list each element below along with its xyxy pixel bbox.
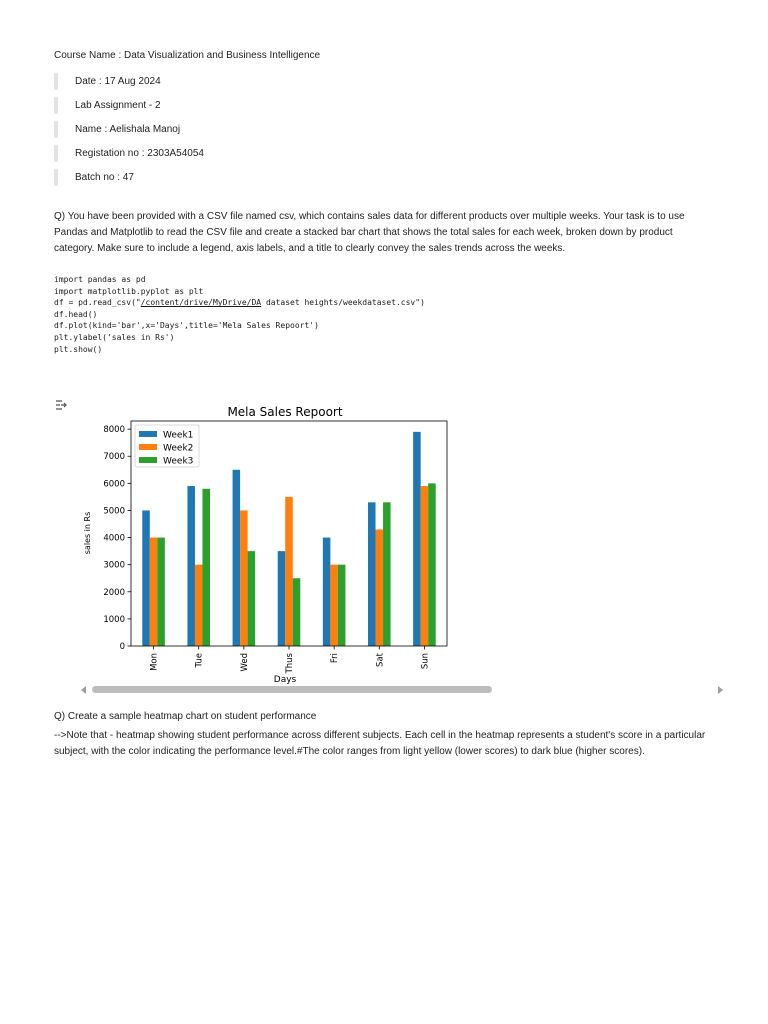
bar-chart xyxy=(76,400,456,690)
bar-week3-thus xyxy=(293,578,301,646)
legend-label: Week2 xyxy=(163,443,194,454)
y-tick-label: 1000 xyxy=(103,614,125,625)
meta-batch: Batch no : 47 xyxy=(54,169,354,186)
bar-week2-wed xyxy=(240,510,248,646)
legend-swatch xyxy=(139,457,157,463)
question-1: Q) You have been provided with a CSV file named csv, which contains sales data for different products over multiple weeks. Your task is to use Pandas and Matplotlib to read the CSV file and create a stacked bar chart that shows the total sales for each week, broken down by product category. Make sure to include a legend, axis labels, and a title to clearly convey the sales trends across the weeks. xyxy=(54,211,685,254)
code-line: plt.ylabel('sales in Rs') xyxy=(54,332,175,342)
bar-week1-fri xyxy=(323,538,331,646)
bar-week1-mon xyxy=(142,510,150,646)
meta-assignment: Lab Assignment - 2 xyxy=(54,97,354,114)
bar-week3-wed xyxy=(248,551,256,646)
bar-week2-tue xyxy=(195,565,203,646)
bar-week1-thus xyxy=(278,551,286,646)
meta-registration: Registation no : 2303A54054 xyxy=(54,145,354,162)
y-tick-label: 4000 xyxy=(103,533,125,544)
bar-week2-thus xyxy=(285,497,293,646)
y-tick-label: 2000 xyxy=(103,587,125,598)
code-line: import matplotlib.pyplot as plt xyxy=(54,286,204,296)
file-path: /content/drive/MyDrive/DA xyxy=(140,298,262,308)
bar-week3-tue xyxy=(202,489,210,646)
y-tick-label: 0 xyxy=(119,642,125,652)
x-tick-label: Sun xyxy=(420,653,431,670)
code-cell[interactable] xyxy=(54,274,425,355)
bar-week1-sun xyxy=(413,432,421,646)
legend-swatch xyxy=(139,444,157,450)
y-axis-label: sales in Rs xyxy=(83,511,92,555)
x-tick-label: Wed xyxy=(239,653,250,672)
code-line: df.plot(kind='bar',x='Days',title='Mela Sales Repoort') xyxy=(54,321,319,331)
x-tick-label: Tue xyxy=(194,653,205,668)
legend-label: Week3 xyxy=(163,456,194,467)
legend-label: Week1 xyxy=(163,430,194,441)
bar-week2-mon xyxy=(150,538,158,646)
meta-name: Name : Aelishala Manoj xyxy=(54,121,354,138)
chart-legend xyxy=(135,425,199,467)
bar-week1-sat xyxy=(368,502,376,646)
y-tick-label: 5000 xyxy=(103,506,125,517)
scrollbar-thumb[interactable] xyxy=(92,686,492,693)
code-line: df = pd.read_csv("/content/drive/MyDrive/DA dataset heights/weekdataset.csv") xyxy=(54,298,425,308)
output-toggle-icon[interactable] xyxy=(54,398,68,412)
bar-week1-tue xyxy=(187,486,195,646)
y-tick-label: 8000 xyxy=(103,425,125,436)
scroll-right-arrow-icon[interactable] xyxy=(714,684,726,696)
x-tick-label: Thus xyxy=(285,653,295,674)
bar-week3-mon xyxy=(157,538,165,646)
bar-week2-fri xyxy=(330,565,338,646)
code-line: import pandas as pd xyxy=(54,275,146,284)
question-2: Q) Create a sample heatmap chart on student performance xyxy=(54,711,317,722)
legend-swatch xyxy=(139,431,157,437)
x-tick-label: Sat xyxy=(375,653,386,667)
bar-week3-fri xyxy=(338,565,346,646)
heatmap-note: -->Note that - heatmap showing student performance across different subjects. Each cell in the heatmap represents a student's score in a particular subject, with the color indicating the performance level.#The color ranges from light yellow (lower scores) to dark blue (higher scores). xyxy=(54,730,706,757)
code-line: df.head() xyxy=(54,309,98,319)
meta-date: Date : 17 Aug 2024 xyxy=(54,73,354,90)
chart-title: Mela Sales Repoort xyxy=(227,405,343,419)
bar-week3-sat xyxy=(383,502,391,646)
x-axis-label: Days xyxy=(273,675,297,685)
bar-week3-sun xyxy=(428,483,436,646)
code-line: plt.show() xyxy=(54,344,103,354)
x-tick-label: Mon xyxy=(149,653,160,671)
scroll-left-arrow-icon[interactable] xyxy=(78,684,90,696)
bar-week1-wed xyxy=(233,470,241,646)
x-tick-label: Fri xyxy=(330,653,341,664)
course-name: Course Name : Data Visualization and Business Intelligence xyxy=(54,50,321,61)
y-tick-label: 3000 xyxy=(103,560,125,571)
bar-week2-sun xyxy=(421,486,429,646)
y-tick-label: 6000 xyxy=(103,479,125,490)
y-tick-label: 7000 xyxy=(103,452,125,463)
bar-week2-sat xyxy=(376,529,384,646)
